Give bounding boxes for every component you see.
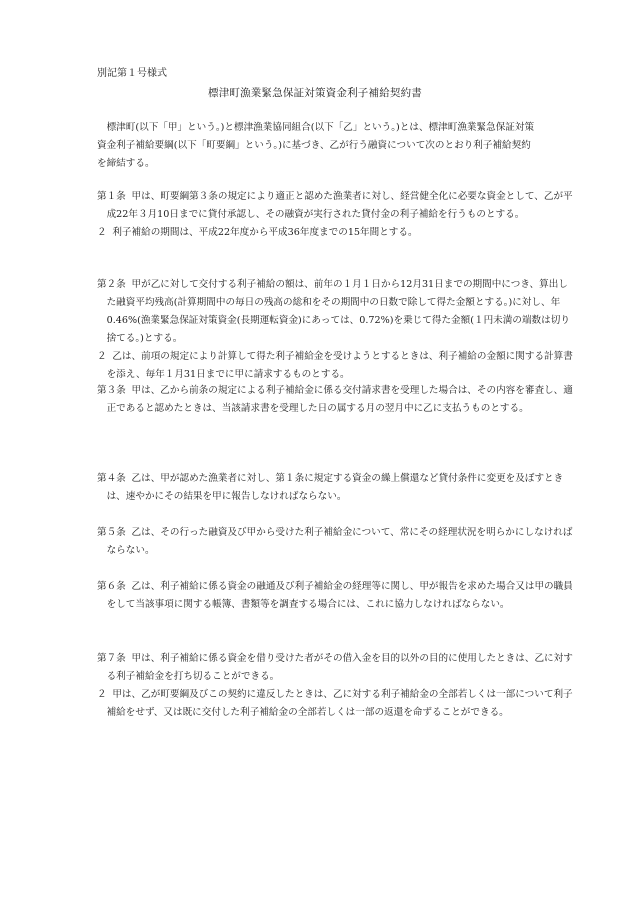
article-1-paragraph-1 [97,188,577,224]
article-6-paragraph-1 [97,578,577,614]
article-6 [97,578,577,614]
article-3 [97,382,577,418]
article-text: 甲は、利子補給に係る資金を借り受けた者がその借入金を目的以外の目的に使用したときは、乙に対する利子補給金を打ち切ることができる。 [106,653,573,682]
article-2-paragraph-1 [97,276,577,348]
article-number: 第２条 [97,279,126,290]
article-5 [97,524,577,560]
article-number: 第１条 [97,191,126,202]
article-5-paragraph-1 [97,524,577,560]
paragraph-number: ２ [97,227,107,238]
paragraph-number: ２ [97,689,107,700]
paragraph-text: 甲は、乙が町要綱及びこの契約に違反したときは、乙に対する利子補給金の全部若しくは一部について利子補給をせず、又は既に交付した利子補給金の全部若しくは一部の返還を命ずることができる。 [106,689,573,718]
article-number: 第４条 [97,473,126,484]
document-title: 標津町漁業緊急保証対策資金利子補給契約書 [208,87,422,99]
article-text: 甲が乙に対して交付する利子補給の額は、前年の１月１日から12月31日までの期間中につき、算出した融資平均残高(計算期間中の毎日の残高の総和をその期間中の日数で除して得た金額とする。)に対し、年0.46%(漁業緊急保証対策資金(長期運転資金)にあっては、0.72%)を乗じて得た金額(１円未満の端数は切り捨てる。)とする。 [106,279,570,344]
article-1-paragraph-2 [97,224,577,242]
article-7 [97,650,577,722]
paragraph-text: 利子補給の期間は、平成22年度から平成36年度までの15年間とする。 [112,227,418,238]
preamble: 標津町(以下「甲」という。)と標津漁業協同組合(以下「乙」という。)とは、標津町漁業緊急保証対策資金利子補給要綱(以下「町要綱」という。)に基づき、乙が行う融資について次のとおり利子補給契約を締結する。 [97,122,535,169]
article-text: 甲は、町要綱第３条の規定により適正と認めた漁業者に対し、経営健全化に必要な資金として、乙が平成22年３月10日までに貸付承認し、その融資が実行された貸付金の利子補給を行うものとする。 [106,191,573,220]
article-3-paragraph-1 [97,382,577,418]
article-number: 第６条 [97,581,126,592]
article-4 [97,470,577,506]
article-7-paragraph-1 [97,650,577,686]
article-2 [97,276,577,384]
paragraph-number: ２ [97,351,107,362]
article-number: 第５条 [97,527,126,538]
paragraph-text: 乙は、前項の規定により計算して得た利子補給金を受けようとするときは、利子補給の金額に関する計算書を添え、毎年１月31日までに甲に請求するものとする。 [106,351,573,380]
article-number: 第７条 [97,653,126,664]
article-1 [97,188,577,242]
article-4-paragraph-1 [97,470,577,506]
article-7-paragraph-2 [97,686,577,722]
article-text: 乙は、甲が認めた漁業者に対し、第１条に規定する資金の繰上償還など貸付条件に変更を及ぼすときは、速やかにその結果を甲に報告しなければならない。 [106,473,564,502]
form-label: 別記第１号様式 [97,68,167,79]
article-2-paragraph-2 [97,348,577,384]
article-text: 乙は、その行った融資及び甲から受けた利子補給金について、常にその経理状況を明らかにしなければならない。 [106,527,573,556]
article-number: 第３条 [97,385,126,396]
article-text: 甲は、乙から前条の規定による利子補給金に係る交付請求書を受理した場合は、その内容を審査し、適正であると認めたときは、当該請求書を受理した日の属する月の翌月中に乙に支払うものとする。 [106,385,573,414]
article-text: 乙は、利子補給に係る資金の融通及び利子補給金の経理等に関し、甲が報告を求めた場合又は甲の職員をして当該事項に関する帳簿、書類等を調査する場合には、これに協力しなければならない。 [106,581,573,610]
